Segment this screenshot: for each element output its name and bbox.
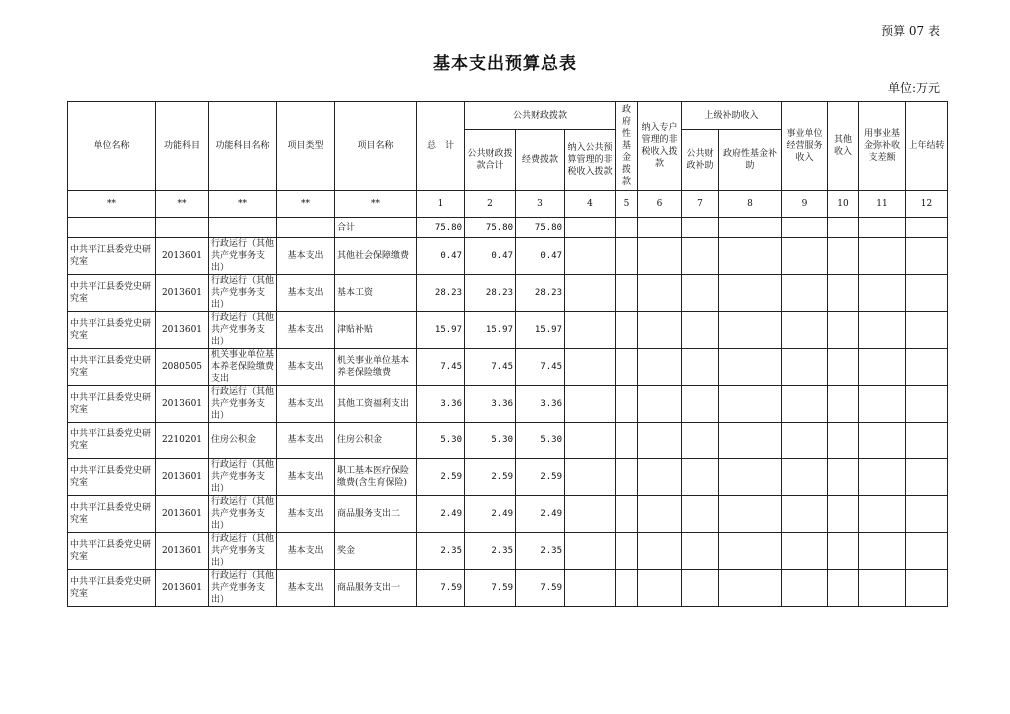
cell-proj-name: 机关事业单位基本养老保险缴费 [335,349,417,386]
empty-cell [782,458,828,495]
cell-proj-name: 基本工资 [335,275,417,312]
cell-func-name: 行政运行（其他共产党事务支出） [209,275,277,312]
empty-cell [782,386,828,423]
empty-cell [828,495,859,532]
empty-cell [682,495,719,532]
empty-cell [682,349,719,386]
cell-pf-total: 28.23 [465,275,516,312]
empty-cell [638,349,682,386]
total-row-pf-total: 75.80 [465,218,516,238]
cell-pf-total: 3.36 [465,386,516,423]
index-cell: 2 [465,191,516,218]
cell-proj-type: 基本支出 [277,238,335,275]
empty-cell [638,532,682,569]
unit-label: 单位:万元 [887,81,940,95]
index-cell: 4 [565,191,616,218]
empty-cell [782,275,828,312]
empty-cell [906,386,948,423]
index-cell: ** [156,191,209,218]
total-row [68,218,948,238]
cell-func-name: 行政运行（其他共产党事务支出） [209,312,277,349]
total-row-total: 75.80 [417,218,465,238]
header-business-income: 事业单位经营服务收入 [782,102,828,191]
cell-func-name: 行政运行（其他共产党事务支出） [209,458,277,495]
cell-func-code: 2013601 [156,569,209,606]
table-row [68,569,948,606]
index-cell: ** [335,191,417,218]
empty-cell [859,386,906,423]
cell-proj-type: 基本支出 [277,532,335,569]
table-row [68,495,948,532]
cell-proj-type: 基本支出 [277,569,335,606]
empty-cell [859,423,906,459]
empty-cell [638,423,682,459]
empty-cell [638,569,682,606]
cell-total: 15.97 [417,312,465,349]
cell-pf-funds: 3.36 [516,386,565,423]
empty-cell [906,495,948,532]
empty-cell [565,569,616,606]
empty-cell [719,275,782,312]
index-cell: 7 [682,191,719,218]
cell-func-code: 2013601 [156,458,209,495]
cell-func-name: 行政运行（其他共产党事务支出） [209,238,277,275]
cell-func-name: 机关事业单位基本养老保险缴费支出 [209,349,277,386]
cell-func-name: 住房公积金 [209,423,277,459]
header-public-finance: 公共财政拨款 [465,102,616,130]
header-gov-fund: 政府性基金拨款 [616,102,638,191]
table-row [68,423,948,459]
total-row-cell [782,218,828,238]
cell-proj-name: 津贴补贴 [335,312,417,349]
header-sup-public: 公共财政补助 [682,130,719,191]
index-row [68,191,948,218]
header-superior: 上级补助收入 [682,102,782,130]
empty-cell [906,349,948,386]
cell-pf-total: 7.59 [465,569,516,606]
header-proj-type: 项目类型 [277,102,335,191]
empty-cell [828,238,859,275]
index-cell: ** [277,191,335,218]
empty-cell [782,349,828,386]
empty-cell [565,423,616,459]
empty-cell [719,569,782,606]
index-cell: 11 [859,191,906,218]
empty-cell [906,532,948,569]
empty-cell [616,386,638,423]
empty-cell [616,238,638,275]
header-proj-name: 项目名称 [335,102,417,191]
empty-cell [719,312,782,349]
cell-unit: 中共平江县委党史研究室 [68,312,156,349]
empty-cell [719,349,782,386]
empty-cell [682,238,719,275]
table-row [68,312,948,349]
cell-total: 5.30 [417,423,465,459]
cell-total: 7.45 [417,349,465,386]
cell-proj-type: 基本支出 [277,495,335,532]
cell-unit: 中共平江县委党史研究室 [68,238,156,275]
header-carryover: 上年结转 [906,102,948,191]
empty-cell [906,312,948,349]
index-cell: ** [68,191,156,218]
empty-cell [565,275,616,312]
cell-pf-total: 2.35 [465,532,516,569]
empty-cell [828,423,859,459]
cell-total: 2.59 [417,458,465,495]
header-other-income: 其他收入 [828,102,859,191]
empty-cell [859,238,906,275]
header-func-code: 功能科目 [156,102,209,191]
table-row [68,386,948,423]
form-code: 预算 07 表 [881,24,940,38]
header-pf-nontax: 纳入公共预算管理的非税收入拨款 [565,130,616,191]
cell-func-name: 行政运行（其他共产党事务支出） [209,532,277,569]
cell-pf-funds: 7.45 [516,349,565,386]
cell-pf-funds: 15.97 [516,312,565,349]
empty-cell [782,238,828,275]
page-title: 基本支出预算总表 [433,54,577,74]
cell-unit: 中共平江县委党史研究室 [68,349,156,386]
cell-func-code: 2013601 [156,386,209,423]
empty-cell [719,458,782,495]
empty-cell [682,458,719,495]
cell-total: 2.35 [417,532,465,569]
total-row-cell [616,218,638,238]
empty-cell [782,495,828,532]
cell-proj-type: 基本支出 [277,349,335,386]
total-row-cell [68,218,156,238]
total-row-cell [859,218,906,238]
cell-pf-funds: 0.47 [516,238,565,275]
index-cell: 6 [638,191,682,218]
empty-cell [859,458,906,495]
cell-func-name: 行政运行（其他共产党事务支出） [209,386,277,423]
cell-total: 7.59 [417,569,465,606]
empty-cell [719,238,782,275]
cell-pf-total: 2.59 [465,458,516,495]
empty-cell [859,495,906,532]
empty-cell [565,458,616,495]
cell-func-code: 2080505 [156,349,209,386]
header-func-name: 功能科目名称 [209,102,277,191]
cell-func-name: 行政运行（其他共产党事务支出） [209,569,277,606]
empty-cell [782,312,828,349]
total-row-cell [719,218,782,238]
cell-pf-funds: 5.30 [516,423,565,459]
empty-cell [828,349,859,386]
cell-func-code: 2013601 [156,495,209,532]
empty-cell [682,569,719,606]
cell-pf-funds: 2.59 [516,458,565,495]
table-row [68,349,948,386]
cell-pf-funds: 28.23 [516,275,565,312]
cell-pf-funds: 7.59 [516,569,565,606]
empty-cell [859,569,906,606]
cell-unit: 中共平江县委党史研究室 [68,458,156,495]
cell-func-code: 2013601 [156,532,209,569]
empty-cell [682,423,719,459]
empty-cell [638,495,682,532]
cell-total: 2.49 [417,495,465,532]
total-row-cell [565,218,616,238]
empty-cell [616,349,638,386]
cell-total: 3.36 [417,386,465,423]
header-total: 总 计 [417,102,465,191]
total-row-cell [682,218,719,238]
empty-cell [859,349,906,386]
empty-cell [616,495,638,532]
cell-func-code: 2013601 [156,312,209,349]
empty-cell [906,275,948,312]
empty-cell [616,423,638,459]
cell-pf-funds: 2.49 [516,495,565,532]
header-sup-gov-fund: 政府性基金补助 [719,130,782,191]
empty-cell [616,532,638,569]
cell-unit: 中共平江县委党史研究室 [68,386,156,423]
empty-cell [682,386,719,423]
index-cell: 12 [906,191,948,218]
empty-cell [719,386,782,423]
index-cell: 5 [616,191,638,218]
total-row-label: 合计 [335,218,417,238]
total-row-cell [156,218,209,238]
empty-cell [782,569,828,606]
cell-proj-type: 基本支出 [277,275,335,312]
table-body [68,191,948,607]
total-row-cell [828,218,859,238]
empty-cell [638,386,682,423]
cell-total: 28.23 [417,275,465,312]
empty-cell [906,458,948,495]
table-row [68,238,948,275]
index-cell: 1 [417,191,465,218]
empty-cell [906,423,948,459]
cell-pf-funds: 2.35 [516,532,565,569]
cell-unit: 中共平江县委党史研究室 [68,569,156,606]
empty-cell [719,495,782,532]
empty-cell [565,495,616,532]
empty-cell [828,275,859,312]
empty-cell [828,312,859,349]
empty-cell [682,532,719,569]
empty-cell [638,238,682,275]
cell-unit: 中共平江县委党史研究室 [68,275,156,312]
table-row [68,275,948,312]
cell-func-name: 行政运行（其他共产党事务支出） [209,495,277,532]
index-cell: 10 [828,191,859,218]
cell-proj-name: 住房公积金 [335,423,417,459]
header-pf-total: 公共财政拨款合计 [465,130,516,191]
header-pf-funds: 经费拨款 [516,130,565,191]
header-unit-name: 单位名称 [68,102,156,191]
empty-cell [565,532,616,569]
cell-proj-type: 基本支出 [277,458,335,495]
empty-cell [616,569,638,606]
table-row [68,532,948,569]
cell-pf-total: 5.30 [465,423,516,459]
total-row-pf-funds: 75.80 [516,218,565,238]
empty-cell [859,312,906,349]
cell-proj-type: 基本支出 [277,386,335,423]
empty-cell [616,458,638,495]
total-row-cell [209,218,277,238]
total-row-cell [277,218,335,238]
empty-cell [565,386,616,423]
cell-func-code: 2013601 [156,275,209,312]
cell-pf-total: 2.49 [465,495,516,532]
empty-cell [906,569,948,606]
empty-cell [682,275,719,312]
total-row-cell [906,218,948,238]
empty-cell [828,386,859,423]
empty-cell [565,238,616,275]
header-fund-balance: 用事业基金弥补收支差额 [859,102,906,191]
empty-cell [638,458,682,495]
cell-func-code: 2210201 [156,423,209,459]
index-cell: ** [209,191,277,218]
cell-unit: 中共平江县委党史研究室 [68,495,156,532]
empty-cell [638,312,682,349]
empty-cell [782,423,828,459]
empty-cell [616,275,638,312]
empty-cell [565,312,616,349]
empty-cell [859,275,906,312]
empty-cell [719,423,782,459]
cell-pf-total: 0.47 [465,238,516,275]
cell-unit: 中共平江县委党史研究室 [68,423,156,459]
empty-cell [906,238,948,275]
header-special-nontax: 纳入专户管理的非税收入拨款 [638,102,682,191]
empty-cell [859,532,906,569]
cell-proj-name: 其他社会保障缴费 [335,238,417,275]
cell-proj-type: 基本支出 [277,423,335,459]
empty-cell [719,532,782,569]
empty-cell [828,458,859,495]
empty-cell [682,312,719,349]
cell-proj-name: 其他工资福利支出 [335,386,417,423]
cell-pf-total: 15.97 [465,312,516,349]
cell-func-code: 2013601 [156,238,209,275]
cell-proj-name: 职工基本医疗保险缴费(含生育保险) [335,458,417,495]
empty-cell [565,349,616,386]
table-row [68,458,948,495]
empty-cell [638,275,682,312]
cell-proj-name: 商品服务支出一 [335,569,417,606]
total-row-cell [638,218,682,238]
cell-total: 0.47 [417,238,465,275]
cell-proj-name: 商品服务支出二 [335,495,417,532]
cell-proj-type: 基本支出 [277,312,335,349]
budget-table [67,101,948,607]
cell-proj-name: 奖金 [335,532,417,569]
empty-cell [782,532,828,569]
empty-cell [616,312,638,349]
empty-cell [828,569,859,606]
index-cell: 9 [782,191,828,218]
index-cell: 8 [719,191,782,218]
cell-pf-total: 7.45 [465,349,516,386]
cell-unit: 中共平江县委党史研究室 [68,532,156,569]
index-cell: 3 [516,191,565,218]
empty-cell [828,532,859,569]
